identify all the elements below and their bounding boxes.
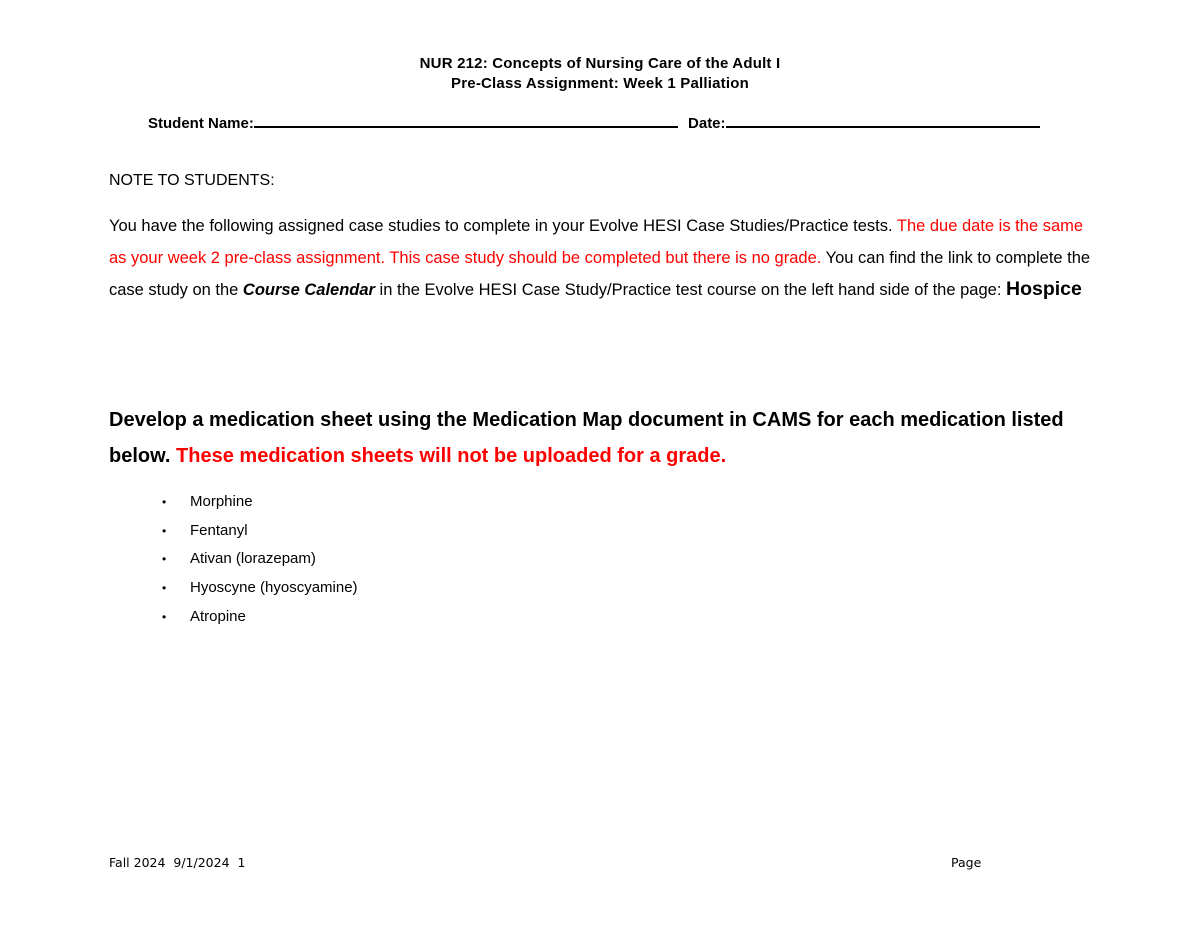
- bullet-icon: •: [162, 609, 167, 624]
- date-label: Date:: [688, 115, 726, 132]
- list-item: [162, 605, 358, 634]
- case-study-name: Hospice: [1006, 278, 1082, 300]
- course-calendar-text: Course Calendar: [242, 281, 375, 299]
- bullet-icon: •: [162, 523, 167, 538]
- medication-name: Hyoscyne (hyoscyamine): [190, 579, 358, 597]
- medication-grade-note: These medication sheets will not be uploaded for a grade.: [176, 445, 727, 467]
- bullet-icon: •: [162, 581, 167, 596]
- document-title: NUR 212: Concepts of Nursing Care of the Adult I: [419, 55, 781, 72]
- list-item: [162, 490, 358, 519]
- note-heading: NOTE TO STUDENTS:: [109, 172, 275, 189]
- footer-page: Page: [951, 855, 982, 870]
- medication-name: Ativan (lorazepam): [190, 550, 316, 568]
- document-subtitle: Pre-Class Assignment: Week 1 Palliation: [451, 75, 749, 92]
- student-info-row: [148, 114, 1040, 132]
- medication-name: Fentanyl: [190, 521, 248, 539]
- date-field[interactable]: [726, 114, 1040, 128]
- student-name-field[interactable]: [254, 114, 678, 128]
- medication-list: [162, 490, 358, 633]
- note-due-date-text: The due date is the same as your week 2 pre-class assignment. This case study should be completed but there is no grade.: [109, 217, 1084, 267]
- medication-name: Morphine: [190, 493, 253, 510]
- bullet-icon: •: [162, 495, 167, 509]
- medication-name: Atropine: [190, 607, 246, 625]
- footer-date: Fall 2024 9/1/2024 1: [109, 855, 246, 870]
- student-name-label: Student Name:: [148, 115, 254, 132]
- note-intro: You have the following assigned case studies to complete in your Evolve HESI Case Studies/Practice tests.: [109, 217, 897, 235]
- note-end: in the Evolve HESI Case Study/Practice test course on the left hand side of the page:: [374, 281, 1006, 299]
- note-paragraph: [109, 211, 1099, 307]
- list-item: [162, 576, 358, 605]
- list-item: [162, 519, 358, 548]
- list-item: [162, 547, 358, 576]
- bullet-icon: •: [162, 552, 167, 567]
- note-mid: You can find the link to complete the case study on the: [109, 248, 1091, 299]
- medication-heading: [109, 402, 1099, 474]
- medication-instructions: Develop a medication sheet using the Medication Map document in CAMS for each medication listed below.: [109, 409, 1064, 467]
